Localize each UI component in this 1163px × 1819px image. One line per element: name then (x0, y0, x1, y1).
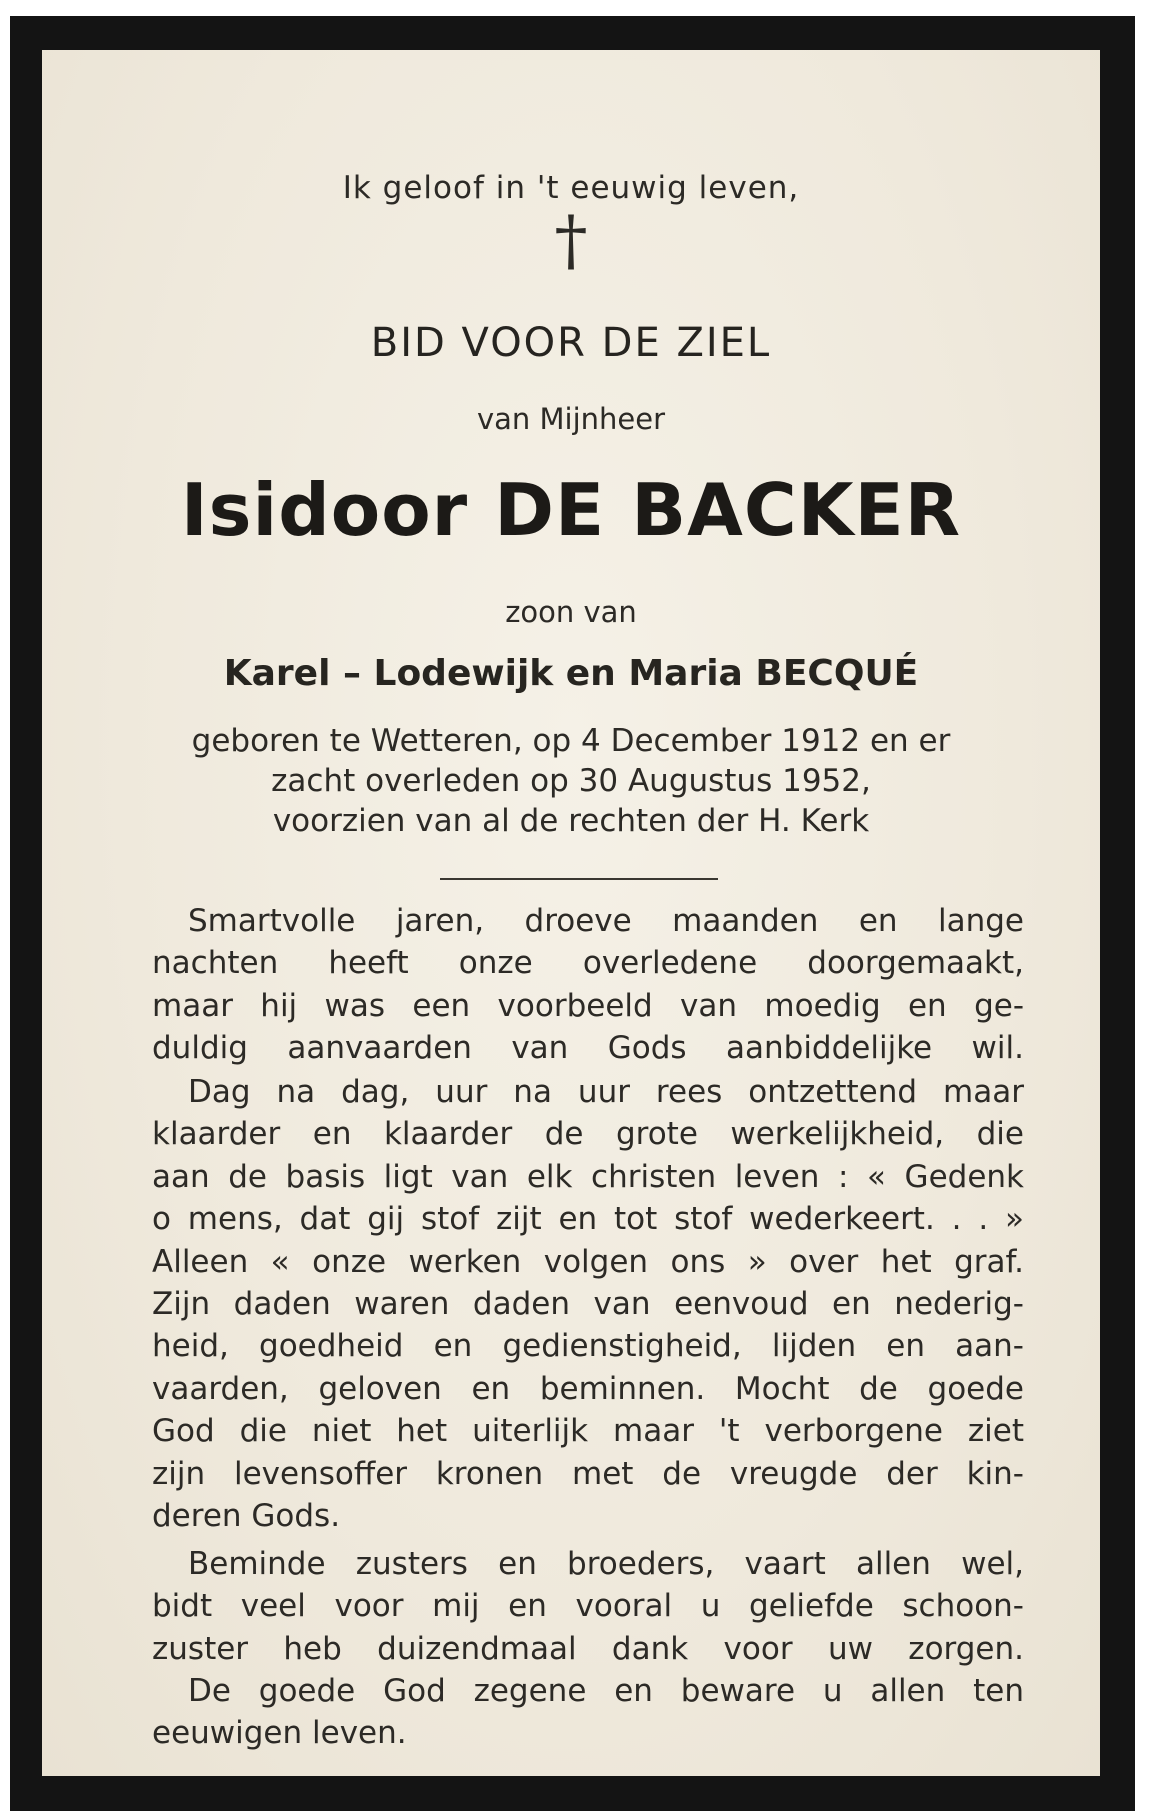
deceased-name: Isidoor DE BACKER (180, 468, 962, 552)
paragraph-reflection (152, 1071, 1024, 1537)
divider (440, 878, 718, 880)
motto: Ik geloof in 't eeuwig leven, (342, 170, 800, 206)
paragraph-suffering (152, 900, 1024, 1070)
paragraph-farewell (152, 1543, 1024, 1670)
parents-names: Karel – Lodewijk en Maria BECQUÉ (223, 653, 919, 694)
text-line: zijn levensoffer kronen met de vreugde der kin- (152, 1455, 1024, 1492)
text-line: duldig aanvaarden van Gods aanbiddelijke wil. (152, 1030, 1024, 1067)
card-paper (42, 50, 1100, 1776)
text-line: maar hij was een voorbeeld van moedig en ge- (152, 987, 1024, 1024)
birth-line: geboren te Wetteren, op 4 December 1912 en er (191, 723, 951, 759)
text-line: eeuwigen leven. (152, 1715, 407, 1752)
text-line: heid, goedheid en gedienstigheid, lijden en aan- (152, 1328, 1024, 1365)
sacraments-line: voorzien van al de rechten der H. Kerk (272, 803, 870, 839)
text-line: Smartvolle jaren, droeve maanden en lange (188, 903, 1024, 939)
text-line: klaarder en klaarder de grote werkelijkheid, die (152, 1116, 1024, 1153)
text-line: nachten heeft onze overledene doorgemaakt, (152, 945, 1024, 982)
text-line: bidt veel voor mij en vooral u geliefde schoon- (152, 1588, 1024, 1625)
text-line: Beminde zusters en broeders, vaart allen wel, (188, 1546, 1024, 1582)
van-mijnheer: van Mijnheer (476, 402, 666, 436)
text-line: Zijn daden waren daden van eenvoud en nederig- (152, 1285, 1024, 1322)
text-line: o mens, dat gij stof zijt en tot stof wederkeert. . . » (152, 1201, 1024, 1238)
text-line: vaarden, geloven en beminnen. Mocht de goede (152, 1370, 1024, 1407)
text-line: Alleen « onze werken volgen ons » over het graf. (152, 1243, 1024, 1280)
text-line: De goede God zegene en beware u allen ten (188, 1673, 1024, 1709)
memorial-card (10, 16, 1135, 1811)
zoon-van: zoon van (505, 595, 637, 629)
paragraph-blessing (152, 1670, 1024, 1755)
text-line: deren Gods. (152, 1497, 341, 1534)
cross-icon: † (554, 202, 588, 279)
text-line: aan de basis ligt van elk christen leven : « Gedenk (152, 1158, 1024, 1195)
death-line: zacht overleden op 30 Augustus 1952, (271, 763, 871, 799)
prayer-heading: BID VOOR DE ZIEL (370, 320, 772, 366)
text-line: Dag na dag, uur na uur rees ontzettend maar (188, 1074, 1024, 1110)
text-line: zuster heb duizendmaal dank voor uw zorgen. (152, 1630, 1024, 1667)
text-line: God die niet het uiterlijk maar 't verborgene ziet (152, 1413, 1024, 1450)
